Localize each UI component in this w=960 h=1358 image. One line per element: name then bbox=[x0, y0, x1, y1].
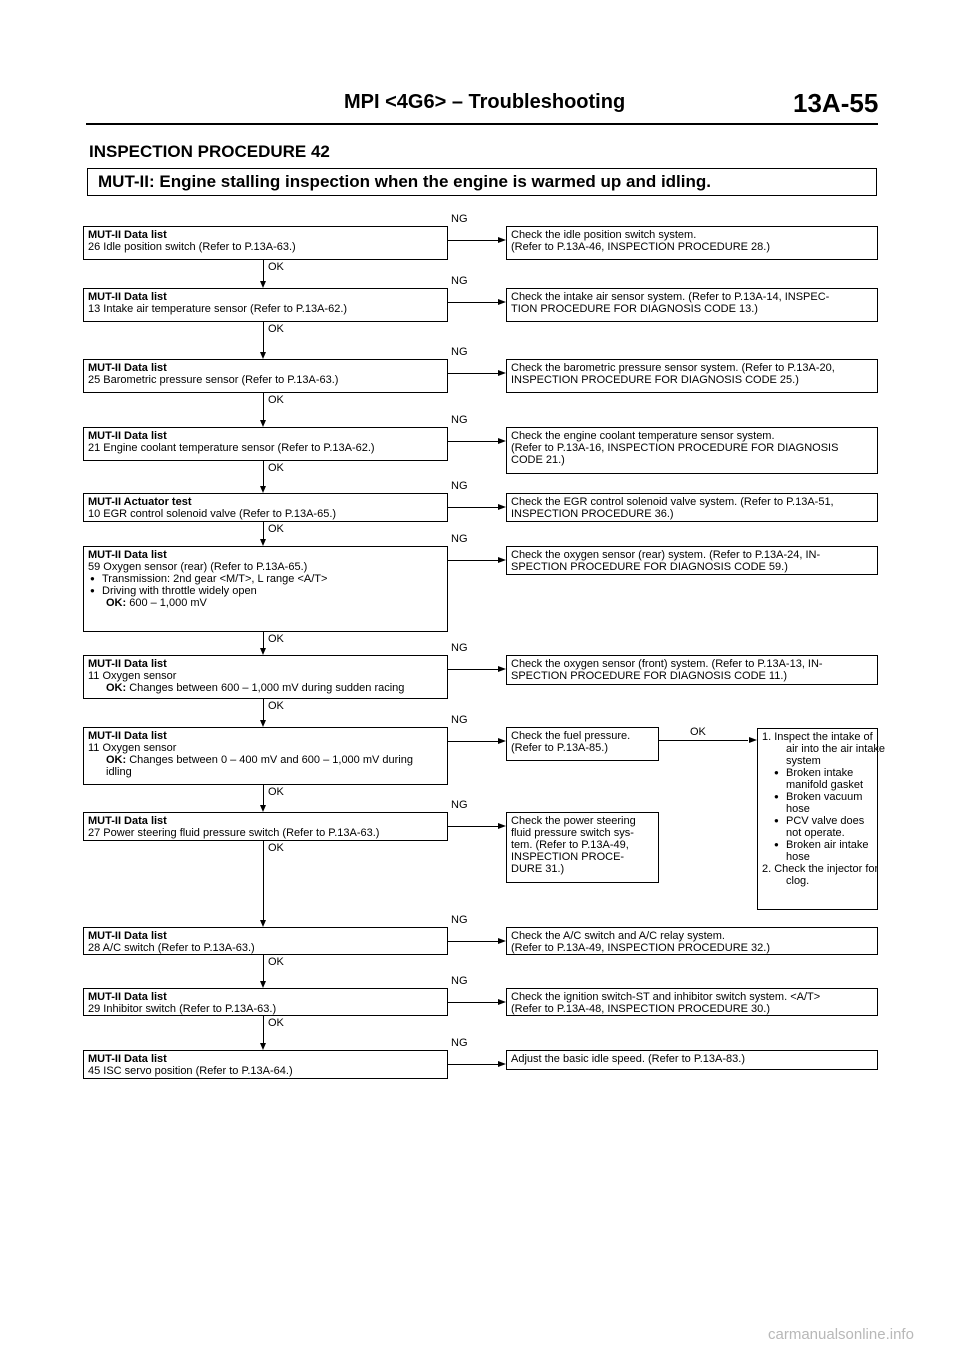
ng-action-line: TION PROCEDURE FOR DIAGNOSIS CODE 13.) bbox=[511, 303, 758, 315]
ng-action-line: tem. (Refer to P.13A-49, bbox=[511, 839, 629, 851]
step-line: 10 EGR control solenoid valve (Refer to P.13A-65.) bbox=[88, 508, 337, 520]
check-step-box bbox=[83, 427, 448, 461]
step-title: MUT-II Data list bbox=[88, 549, 167, 561]
ng-action-line: (Refer to P.13A-48, INSPECTION PROCEDURE 30.) bbox=[511, 1003, 770, 1015]
final-action-line: hose bbox=[786, 851, 810, 863]
page-header bbox=[0, 0, 960, 130]
ok-criteria-text: Changes between 0 – 400 mV and 600 – 1,000 mV during bbox=[126, 754, 413, 766]
ng-action-box bbox=[506, 226, 878, 260]
ng-action-box bbox=[506, 359, 878, 393]
ng-connector bbox=[448, 1064, 499, 1065]
final-action-line: system bbox=[786, 755, 821, 767]
ok-arrowhead bbox=[260, 805, 266, 812]
ng-action-line: Check the ignition switch-ST and inhibitor switch system. <A/T> bbox=[511, 991, 821, 1003]
ng-action-box bbox=[506, 493, 878, 522]
ok-connector bbox=[263, 1016, 264, 1044]
ng-arrowhead bbox=[498, 504, 506, 510]
ok-label: OK bbox=[268, 261, 284, 273]
ok-arrowhead bbox=[260, 720, 266, 727]
ng-label: NG bbox=[451, 914, 468, 926]
page-number: 13A-55 bbox=[793, 88, 879, 118]
ng-connector bbox=[448, 669, 499, 670]
ok-criteria-key: OK: bbox=[106, 754, 127, 766]
ng-connector bbox=[448, 741, 499, 742]
ok-arrowhead bbox=[260, 420, 266, 427]
ng-action-line: SPECTION PROCEDURE FOR DIAGNOSIS CODE 59.) bbox=[511, 561, 788, 573]
ng-label: NG bbox=[451, 642, 468, 654]
final-action-line: ● Broken intake bbox=[762, 767, 873, 779]
step-title: MUT-II Data list bbox=[88, 362, 167, 374]
ng-action-line: SPECTION PROCEDURE FOR DIAGNOSIS CODE 11.) bbox=[511, 670, 788, 682]
ng-action-line: Check the barometric pressure sensor system. (Refer to P.13A-20, bbox=[511, 362, 835, 374]
ng-action-line: INSPECTION PROCE- bbox=[511, 851, 625, 863]
ng-label: NG bbox=[451, 1037, 468, 1049]
ng-action-line: Check the power steering bbox=[511, 815, 636, 827]
ng-arrowhead bbox=[498, 823, 506, 829]
ng-action-line: (Refer to P.13A-85.) bbox=[511, 742, 609, 754]
final-action-line: ● Broken vacuum bbox=[762, 791, 873, 803]
ng-action-box bbox=[506, 546, 878, 575]
step-bullet: ● Driving with throttle widely open bbox=[88, 585, 443, 597]
ng-action-line: (Refer to P.13A-16, INSPECTION PROCEDURE FOR DIAGNOSIS bbox=[511, 442, 839, 454]
ng-action-box bbox=[506, 1050, 878, 1070]
ok-connector bbox=[659, 740, 748, 741]
ng-connector bbox=[448, 1002, 499, 1003]
ng-label: NG bbox=[451, 346, 468, 358]
ng-label: NG bbox=[451, 533, 468, 545]
ng-label: NG bbox=[451, 213, 468, 225]
ok-connector bbox=[263, 393, 264, 421]
final-action-line: not operate. bbox=[786, 827, 845, 839]
step-title: MUT-II Data list bbox=[88, 991, 167, 1003]
ok-criteria bbox=[88, 682, 443, 694]
ng-connector bbox=[448, 507, 499, 508]
ng-connector bbox=[448, 240, 499, 241]
ok-label: OK bbox=[268, 842, 284, 854]
check-step-box bbox=[83, 359, 448, 393]
ng-action-line: Check the A/C switch and A/C relay system. bbox=[511, 930, 725, 942]
ok-connector bbox=[263, 461, 264, 487]
step-line: 11 Oxygen sensor bbox=[88, 742, 177, 754]
ng-action-box bbox=[506, 927, 878, 955]
ng-arrowhead bbox=[498, 1061, 506, 1067]
ng-action-line: Check the EGR control solenoid valve system. (Refer to P.13A-51, bbox=[511, 496, 834, 508]
ng-label: NG bbox=[451, 480, 468, 492]
ng-label: NG bbox=[451, 275, 468, 287]
ng-label: NG bbox=[451, 414, 468, 426]
check-step-box bbox=[83, 927, 448, 955]
ng-arrowhead bbox=[498, 299, 506, 305]
final-action-line: 2. Check the injector for bbox=[762, 863, 879, 875]
ng-label: NG bbox=[451, 714, 468, 726]
ok-criteria bbox=[88, 766, 443, 778]
ng-action-box bbox=[506, 988, 878, 1016]
step-line: 25 Barometric pressure sensor (Refer to P.13A-63.) bbox=[88, 374, 339, 386]
ng-action-box bbox=[506, 427, 878, 474]
final-action-line: ● Broken air intake bbox=[762, 839, 873, 851]
final-action-box bbox=[757, 728, 886, 910]
ok-label: OK bbox=[268, 1017, 284, 1029]
ng-connector bbox=[448, 826, 499, 827]
ok-criteria-key: OK: bbox=[106, 597, 127, 609]
ok-criteria-text: Changes between 600 – 1,000 mV during sudden racing bbox=[126, 682, 405, 694]
ok-label: OK bbox=[268, 523, 284, 535]
ng-connector bbox=[448, 560, 499, 561]
ok-connector bbox=[263, 632, 264, 649]
ng-connector bbox=[448, 941, 499, 942]
check-step-box bbox=[83, 226, 448, 260]
header-rule bbox=[86, 123, 878, 125]
ng-action-line: fluid pressure switch sys- bbox=[511, 827, 634, 839]
section-title: MPI <4G6> – Troubleshooting bbox=[344, 91, 626, 113]
final-action-line: hose bbox=[786, 803, 810, 815]
ng-connector bbox=[448, 441, 499, 442]
ng-action-line: Check the fuel pressure. bbox=[511, 730, 631, 742]
step-title: MUT-II Data list bbox=[88, 730, 167, 742]
final-action-line: manifold gasket bbox=[786, 779, 864, 791]
ng-arrowhead bbox=[498, 370, 506, 376]
final-action-line: 1. Inspect the intake of bbox=[762, 731, 873, 743]
step-title: MUT-II Data list bbox=[88, 430, 167, 442]
step-line: 28 A/C switch (Refer to P.13A-63.) bbox=[88, 942, 255, 954]
ng-action-box bbox=[506, 727, 659, 761]
ng-arrowhead bbox=[498, 738, 506, 744]
ng-action-line: Check the oxygen sensor (rear) system. (Refer to P.13A-24, IN- bbox=[511, 549, 821, 561]
step-line: 13 Intake air temperature sensor (Refer to P.13A-62.) bbox=[88, 303, 348, 315]
step-line: 29 Inhibitor switch (Refer to P.13A-63.) bbox=[88, 1003, 277, 1015]
ng-action-box bbox=[506, 288, 878, 322]
ng-action-line: DURE 31.) bbox=[511, 863, 565, 875]
ok-label: OK bbox=[268, 700, 284, 712]
ok-connector bbox=[263, 955, 264, 982]
ok-arrowhead bbox=[749, 737, 757, 743]
ng-action-line: Adjust the basic idle speed. (Refer to P.13A-83.) bbox=[511, 1053, 745, 1065]
ok-label: OK bbox=[268, 633, 284, 645]
ng-action-line: INSPECTION PROCEDURE FOR DIAGNOSIS CODE 25.) bbox=[511, 374, 799, 386]
ok-criteria-text: idling bbox=[106, 766, 132, 778]
step-title: MUT-II Data list bbox=[88, 930, 167, 942]
ok-criteria bbox=[88, 597, 443, 609]
step-title: MUT-II Data list bbox=[88, 658, 167, 670]
ng-action-line: Check the idle position switch system. bbox=[511, 229, 697, 241]
final-action-line: air into the air intake bbox=[786, 743, 886, 755]
ng-action-line: Check the engine coolant temperature sensor system. bbox=[511, 430, 775, 442]
ok-connector bbox=[263, 841, 264, 921]
ng-arrowhead bbox=[498, 938, 506, 944]
step-line: 59 Oxygen sensor (rear) (Refer to P.13A-65.) bbox=[88, 561, 308, 573]
ng-action-line: INSPECTION PROCEDURE 36.) bbox=[511, 508, 674, 520]
ng-arrowhead bbox=[498, 557, 506, 563]
ok-connector bbox=[263, 522, 264, 540]
ok-arrowhead bbox=[260, 981, 266, 988]
ok-criteria-text: 600 – 1,000 mV bbox=[126, 597, 207, 609]
ng-connector bbox=[448, 302, 499, 303]
step-title: MUT-II Data list bbox=[88, 291, 167, 303]
check-step-box bbox=[83, 493, 448, 522]
ok-criteria bbox=[88, 754, 443, 766]
ok-connector bbox=[263, 785, 264, 806]
step-bullet: ● Transmission: 2nd gear <M/T>, L range <A/T> bbox=[88, 573, 443, 585]
step-line: 45 ISC servo position (Refer to P.13A-64.) bbox=[88, 1065, 293, 1077]
check-step-box bbox=[83, 288, 448, 322]
ng-action-line: CODE 21.) bbox=[511, 454, 565, 466]
step-line: 21 Engine coolant temperature sensor (Refer to P.13A-62.) bbox=[88, 442, 375, 454]
subject-box bbox=[87, 168, 877, 196]
ng-action-line: Check the oxygen sensor (front) system. (Refer to P.13A-13, IN- bbox=[511, 658, 823, 670]
step-line: 27 Power steering fluid pressure switch (Refer to P.13A-63.) bbox=[88, 827, 380, 839]
check-step-box bbox=[83, 812, 448, 841]
ng-arrowhead bbox=[498, 237, 506, 243]
ok-arrowhead bbox=[260, 352, 266, 359]
ng-action-box bbox=[506, 812, 659, 883]
ok-arrowhead bbox=[260, 281, 266, 288]
ok-arrowhead bbox=[260, 920, 266, 927]
check-step-box bbox=[83, 988, 448, 1016]
ng-action-box bbox=[506, 655, 878, 685]
ng-label: NG bbox=[451, 975, 468, 987]
ok-connector bbox=[263, 699, 264, 721]
ok-label: OK bbox=[268, 956, 284, 968]
ng-label: NG bbox=[451, 799, 468, 811]
ok-label: OK bbox=[268, 323, 284, 335]
ng-arrowhead bbox=[498, 666, 506, 672]
step-title: MUT-II Data list bbox=[88, 815, 167, 827]
ng-connector bbox=[448, 373, 499, 374]
subject-text: MUT-II: Engine stalling inspection when the engine is warmed up and idling. bbox=[98, 172, 711, 191]
ng-action-line: (Refer to P.13A-49, INSPECTION PROCEDURE 32.) bbox=[511, 942, 770, 954]
ok-label: OK bbox=[268, 462, 284, 474]
check-step-box bbox=[83, 546, 448, 632]
ok-label: OK bbox=[268, 786, 284, 798]
watermark: carmanualsonline.info bbox=[768, 1326, 914, 1343]
step-title: MUT-II Actuator test bbox=[88, 496, 192, 508]
step-line: 26 Idle position switch (Refer to P.13A-63.) bbox=[88, 241, 296, 253]
ng-arrowhead bbox=[498, 438, 506, 444]
check-step-box bbox=[83, 727, 448, 785]
procedure-heading: INSPECTION PROCEDURE 42 bbox=[89, 142, 330, 161]
ng-action-line: Check the intake air sensor system. (Refer to P.13A-14, INSPEC- bbox=[511, 291, 830, 303]
ok-arrowhead bbox=[260, 648, 266, 655]
final-action-line: clog. bbox=[786, 875, 810, 887]
ok-arrowhead bbox=[260, 1043, 266, 1050]
check-step-box bbox=[83, 1050, 448, 1079]
final-action-line: ● PCV valve does bbox=[762, 815, 873, 827]
ok-criteria-key: OK: bbox=[106, 682, 127, 694]
ok-label: OK bbox=[268, 394, 284, 406]
ok-arrowhead bbox=[260, 539, 266, 546]
check-step-box bbox=[83, 655, 448, 699]
ok-connector bbox=[263, 322, 264, 353]
step-title: MUT-II Data list bbox=[88, 229, 167, 241]
ng-arrowhead bbox=[498, 999, 506, 1005]
step-line: 11 Oxygen sensor bbox=[88, 670, 177, 682]
ng-action-line: (Refer to P.13A-46, INSPECTION PROCEDURE 28.) bbox=[511, 241, 770, 253]
ok-connector bbox=[263, 260, 264, 282]
ok-arrowhead bbox=[260, 486, 266, 493]
ok-label: OK bbox=[690, 726, 706, 738]
step-title: MUT-II Data list bbox=[88, 1053, 167, 1065]
